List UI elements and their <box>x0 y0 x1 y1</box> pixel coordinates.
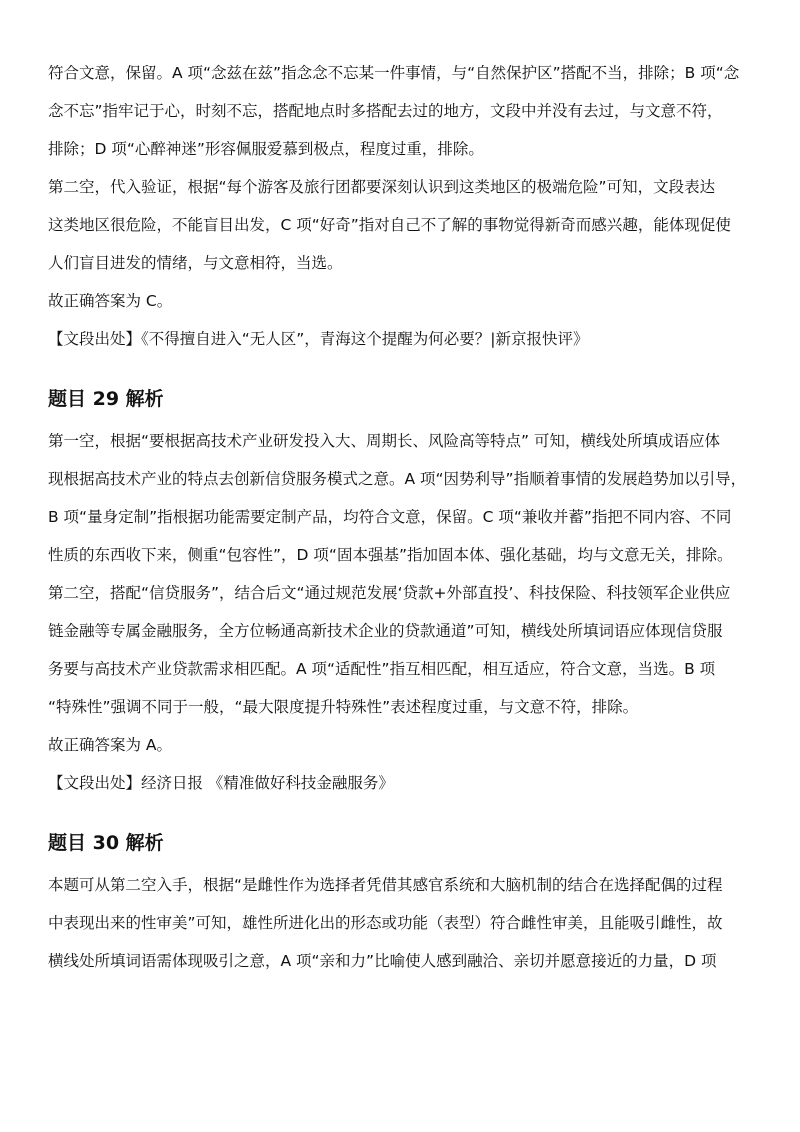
text-line: 念不忘”指牢记于心，时刻不忘，搭配地点时多搭配去过的地方，文段中并没有去过，与文意不符， <box>48 102 723 120</box>
text-line: 符合文意，保留。A 项“念兹在兹”指念念不忘某一件事情，与“自然保护区”搭配不当，排除；B 项“念 <box>48 64 740 82</box>
text-line: 这类地区很危险，不能盲目出发，C 项“好奇”指对自己不了解的事物觉得新奇而感兴趣，能体现促使 <box>48 216 731 234</box>
text-line: 第二空，搭配“信贷服务”，结合后文“通过规范发展‘贷款+外部直投’、科技保险、科技领军企业供应 <box>48 584 731 602</box>
continued-analysis-block <box>48 54 766 358</box>
answer-line: 故正确答案为 A。 <box>48 736 173 754</box>
section-30 <box>48 828 766 980</box>
document-page <box>48 54 766 980</box>
text-line: 链金融等专属金融服务，全方位畅通高新技术企业的贷款通道”可知，横线处所填词语应体现信贷服 <box>48 622 723 640</box>
section-30-heading: 题目 30 解析 <box>48 832 164 854</box>
text-line: “特殊性”强调不同于一般，“最大限度提升特殊性”表述程度过重，与文意不符，排除。 <box>48 698 639 716</box>
text-line: 现根据高技术产业的特点去创新信贷服务模式之意。A 项“因势利导”指顺着事情的发展趋势加以引导， <box>48 470 747 488</box>
text-line: 第一空，根据“要根据高技术产业研发投入大、周期长、风险高等特点” 可知，横线处所填成语应体 <box>48 432 720 450</box>
section-29 <box>48 384 766 802</box>
source-line: 【文段出处】经济日报 《精准做好科技金融服务》 <box>48 774 394 792</box>
text-line: B 项“量身定制”指根据功能需要定制产品，均符合文意，保留。C 项“兼收并蓄”指把不同内容、不同 <box>48 508 732 526</box>
answer-line: 故正确答案为 C。 <box>48 292 173 310</box>
text-line: 横线处所填词语需体现吸引之意，A 项“亲和力”比喻使人感到融洽、亲切并愿意接近的力量，D 项 <box>48 952 717 970</box>
text-line: 第二空，代入验证，根据“每个游客及旅行团都要深刻认识到这类地区的极端危险”可知，文段表达 <box>48 178 716 196</box>
text-line: 中表现出来的性审美”可知，雄性所进化出的形态或功能（表型）符合雌性审美，且能吸引雌性，故 <box>48 914 723 932</box>
text-line: 排除；D 项“心醉神迷”形容佩服爱慕到极点，程度过重，排除。 <box>48 140 484 158</box>
text-line: 本题可从第二空入手，根据“是雌性作为选择者凭借其感官系统和大脑机制的结合在选择配偶的过程 <box>48 876 723 894</box>
text-line: 务要与高技术产业贷款需求相匹配。A 项“适配性”指互相匹配，相互适应，符合文意，当选。B 项 <box>48 660 716 678</box>
section-29-heading: 题目 29 解析 <box>48 388 164 410</box>
text-line: 人们盲目进发的情绪，与文意相符，当选。 <box>48 254 343 272</box>
source-line: 【文段出处】《不得擅自进入“无人区”，青海这个提醒为何必要？|新京报快评》 <box>48 330 589 348</box>
text-line: 性质的东西收下来，侧重“包容性”，D 项“固本强基”指加固本体、强化基础，均与文意无关，排除。 <box>48 546 733 564</box>
